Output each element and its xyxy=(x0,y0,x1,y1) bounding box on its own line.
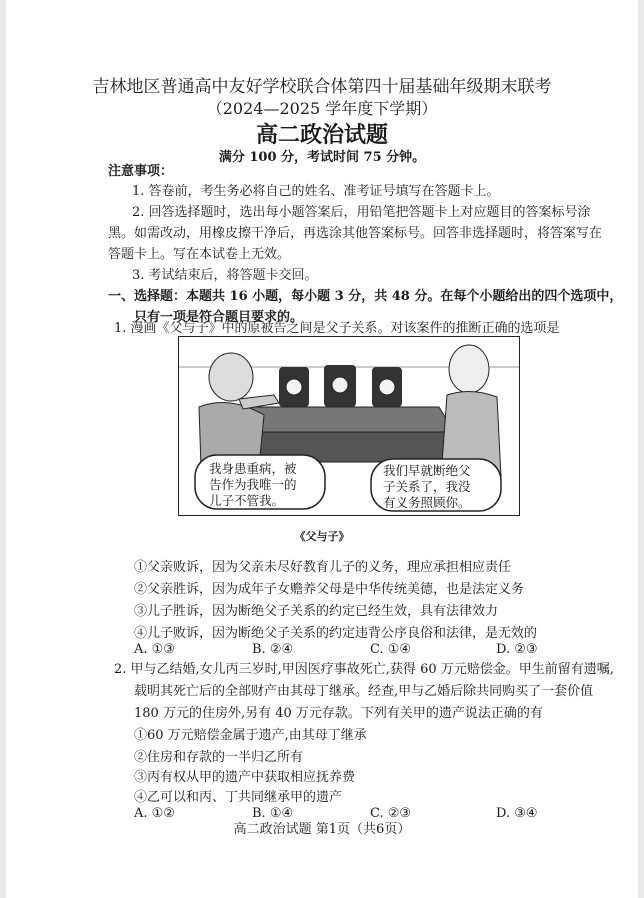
speech-bubble-son-line: 有义务照顾你。 xyxy=(383,495,471,510)
speech-bubble-son-line: 我们早就断绝父 xyxy=(383,463,471,478)
section-heading-cont: 只有一项是符合题目要求的。 xyxy=(134,310,304,325)
notice-heading: 注意事项： xyxy=(108,164,174,179)
speech-bubble-son-line: 子关系了，我没 xyxy=(383,479,471,494)
notice-item: 2. 回答选择题时，选出每小题答案后，用铅笔把答题卡上对应题目的答案标号涂 xyxy=(132,205,591,220)
q2-stem: 2. 甲与乙结婚,女儿丙三岁时,甲因医疗事故死亡,获得 60 万元赔偿金。甲生前留有遗嘱, xyxy=(114,662,614,677)
q2-statement: ④乙可以和丙、丁共同继承甲的遗产 xyxy=(134,790,343,805)
q1-option-c: C. ①④ xyxy=(370,642,412,657)
page-footer: 高二政治试题 第1页（共6页） xyxy=(233,822,411,837)
q2-statement: ①60 万元赔偿金属于遗产,由其母丁继承 xyxy=(134,728,367,743)
section-heading: 一、选择题：本题共 16 小题，每小题 3 分，共 48 分。在每个小题给出的四个选项中， xyxy=(108,289,623,304)
q1-statement: ①父亲败诉，因为父亲未尽好教育儿子的义务，理应承担相应责任 xyxy=(134,560,512,575)
q2-statement: ③丙有权从甲的遗产中获取相应抚养费 xyxy=(134,770,356,785)
q2-option-a: A. ①② xyxy=(134,806,175,821)
q1-option-b: B. ②④ xyxy=(252,642,294,657)
speech-bubble-father-line: 我身患重病，被 xyxy=(209,461,297,476)
notice-item: 黑。如需改动，用橡皮擦干净后，再选涂其他答案标号。回答非选择题时，将答案写在 xyxy=(108,226,603,241)
q2-option-c: C. ②③ xyxy=(370,806,412,821)
speech-bubble-father-line: 告作为我唯一的 xyxy=(209,477,297,492)
score-time-line: 满分 100 分，考试时间 75 分钟。 xyxy=(218,150,426,165)
q1-statement: ②父亲胜诉，因为成年子女赡养父母是中华传统美德，也是法定义务 xyxy=(134,582,525,597)
q2-option-b: B. ①④ xyxy=(252,806,294,821)
notice-item: 1. 答卷前，考生务必将自己的姓名、准考证号填写在答题卡上。 xyxy=(132,184,500,199)
cartoon-caption: 《父与子》 xyxy=(294,530,350,543)
notice-item: 答题卡上。写在本试卷上无效。 xyxy=(108,247,291,262)
subject-title: 高二政治试题 xyxy=(255,122,388,148)
notice-item: 3. 考试结束后，将答题卡交回。 xyxy=(132,268,318,283)
q2-stem: 载明其死亡后的全部财产由其母丁继承。经查,甲与乙婚后除共同购买了一套价值 xyxy=(134,684,594,699)
q2-option-d: D. ③④ xyxy=(496,806,538,821)
exam-title-line2: （2024—2025 学年度下学期） xyxy=(206,99,438,118)
exam-title-line1: 吉林地区普通高中友好学校联合体第四十届基础年级期末联考 xyxy=(92,77,552,97)
q1-statement: ③儿子胜诉，因为断绝父子关系的约定已经生效，具有法律效力 xyxy=(134,604,499,619)
q2-statement: ②住房和存款的一半归乙所有 xyxy=(134,750,304,765)
speech-bubble-father-line: 儿子不管我。 xyxy=(209,493,285,508)
q1-option-d: D. ②③ xyxy=(496,642,538,657)
q1-stem: 1. 漫画《父与子》中的原被告之间是父子关系。对该案件的推断正确的选项是 xyxy=(114,321,560,336)
q2-stem: 180 万元的住房外,另有 40 万元存款。下列有关甲的遗产说法正确的有 xyxy=(134,706,543,721)
q1-statement: ④儿子败诉，因为断绝父子关系的约定违背公序良俗和法律，是无效的 xyxy=(134,626,538,641)
cartoon-image xyxy=(178,336,520,516)
q1-option-a: A. ①③ xyxy=(134,642,175,657)
